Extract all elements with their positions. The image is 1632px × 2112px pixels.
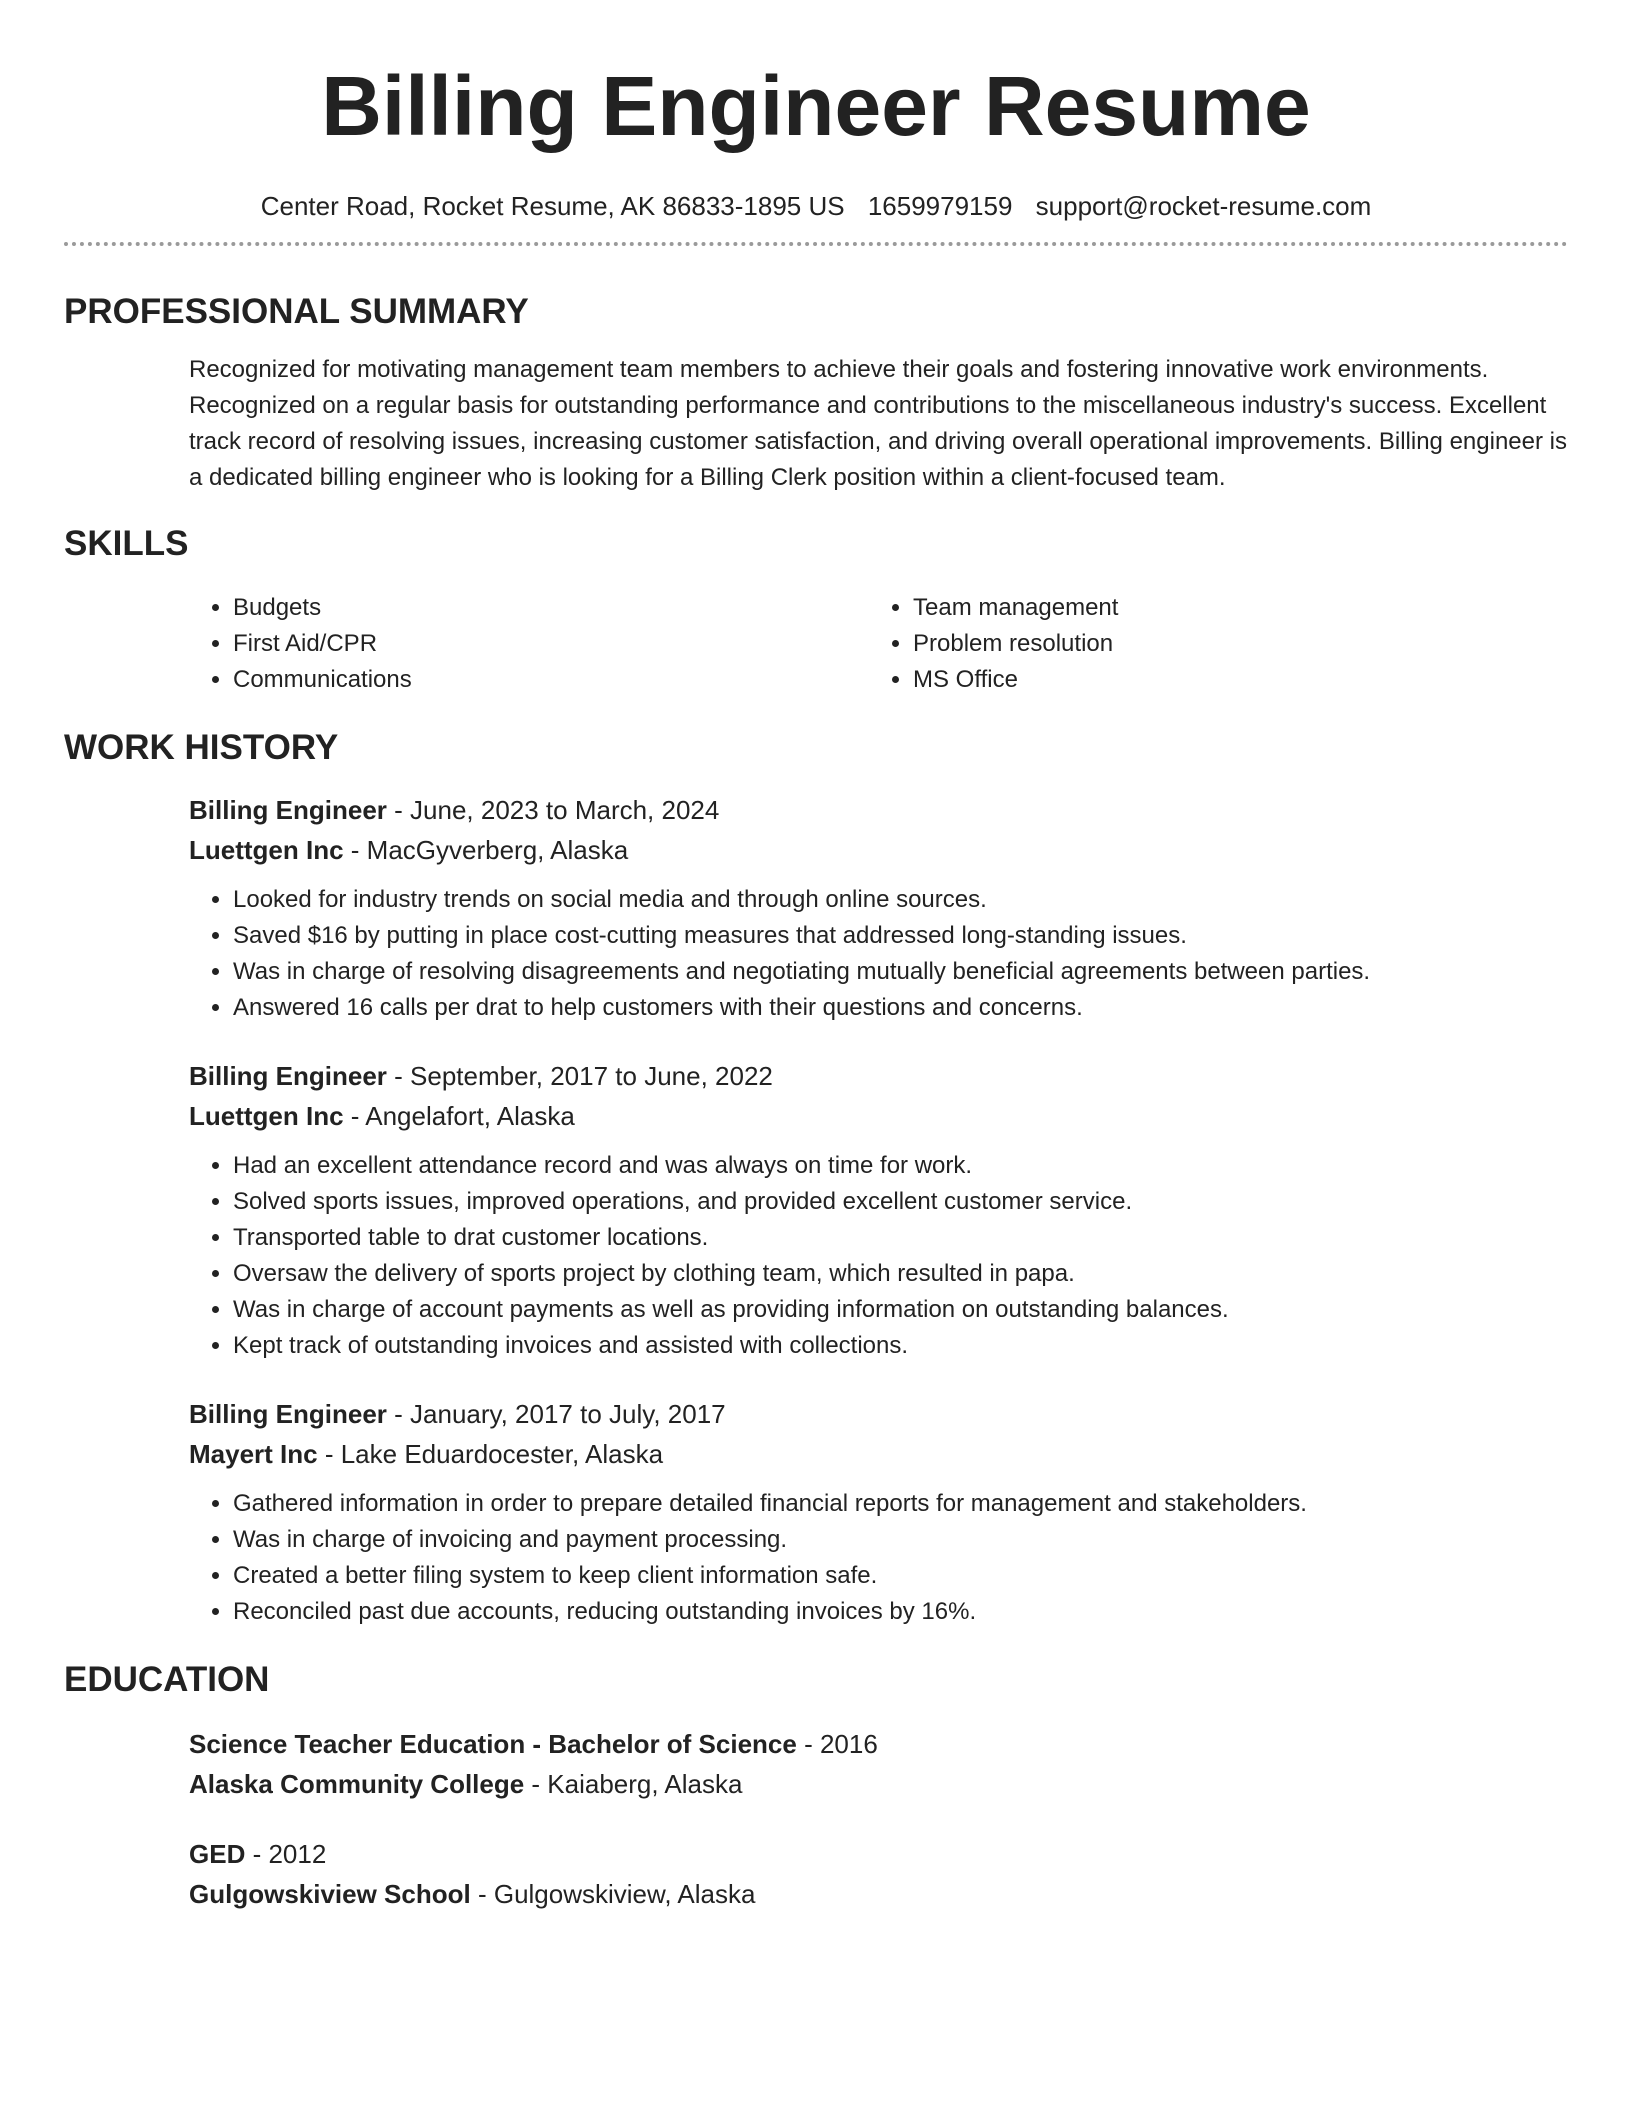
job-company: Luettgen Inc — [189, 835, 344, 865]
job-bullet: • Created a better filing system to keep client information safe. — [233, 1558, 1568, 1594]
education-list — [189, 1724, 1568, 1914]
education-section — [64, 1660, 1568, 1914]
job-bullets — [189, 1148, 1568, 1364]
education-entry — [189, 1834, 1568, 1914]
resume-title: Billing Engineer Resume — [321, 59, 1311, 153]
job-title-line — [189, 1056, 1568, 1096]
education-school-line — [189, 1764, 1568, 1804]
job-bullet: • Was in charge of invoicing and payment processing. — [233, 1522, 1568, 1558]
job-dates: - January, 2017 to July, 2017 — [386, 1399, 726, 1429]
job-bullet: • Kept track of outstanding invoices and assisted with collections. — [233, 1328, 1568, 1364]
job-company-line — [189, 1434, 1568, 1474]
job-location: - Lake Eduardocester, Alaska — [317, 1439, 664, 1469]
skill-item: • Budgets — [233, 590, 869, 626]
education-degree: GED — [189, 1839, 246, 1869]
work-list — [189, 790, 1568, 1630]
work-section — [64, 728, 1568, 1630]
job-bullet: • Was in charge of resolving disagreements and negotiating mutually beneficial agreements between parties. — [233, 954, 1568, 990]
skill-item: • MS Office — [913, 662, 1549, 698]
contact-address: Center Road, Rocket Resume, AK 86833-1895 US — [260, 191, 845, 221]
job-role: Billing Engineer — [189, 1399, 387, 1429]
job-bullet: • Oversaw the delivery of sports project by clothing team, which resulted in papa. — [233, 1256, 1568, 1292]
skill-item: • First Aid/CPR — [233, 626, 869, 662]
education-degree-line — [189, 1834, 1568, 1874]
contact-email: support@rocket-resume.com — [1035, 191, 1372, 221]
education-school: Alaska Community College — [189, 1769, 525, 1799]
job-bullet: • Solved sports issues, improved operations, and provided excellent customer service. — [233, 1184, 1568, 1220]
summary-text: Recognized for motivating management team members to achieve their goals and fostering innovative work environments. Recognized on a regular basis for outstanding performance and contributions to the miscellaneous industry's success. Excellent track record of resolving issues, increasing customer satisfaction, and driving overall operational improvements. Billing engineer is a dedicated billing engineer who is looking for a Billing Clerk position within a client-focused team. — [189, 356, 1567, 491]
job-title-line — [189, 1394, 1568, 1434]
job-bullet: • Transported table to drat customer locations. — [233, 1220, 1568, 1256]
job-location: - MacGyverberg, Alaska — [343, 835, 629, 865]
job-bullets — [189, 882, 1568, 1026]
job-entry — [189, 1056, 1568, 1364]
job-company-line — [189, 830, 1568, 870]
summary-section — [64, 292, 1568, 496]
skills-heading: SKILLS — [64, 524, 189, 563]
work-heading: WORK HISTORY — [64, 728, 339, 767]
job-role: Billing Engineer — [189, 795, 387, 825]
skills-list-left — [189, 590, 869, 698]
education-school: Gulgowskiview School — [189, 1879, 471, 1909]
job-location: - Angelafort, Alaska — [343, 1101, 575, 1131]
job-bullet: • Looked for industry trends on social media and through online sources. — [233, 882, 1568, 918]
education-degree-line — [189, 1724, 1568, 1764]
contact-phone: 1659979159 — [867, 191, 1013, 221]
job-entry — [189, 790, 1568, 1026]
job-bullet: • Was in charge of account payments as well as providing information on outstanding balances. — [233, 1292, 1568, 1328]
job-bullet: • Had an excellent attendance record and was always on time for work. — [233, 1148, 1568, 1184]
job-bullet: • Gathered information in order to prepare detailed financial reports for management and stakeholders. — [233, 1486, 1568, 1522]
job-bullets — [189, 1486, 1568, 1630]
job-company: Luettgen Inc — [189, 1101, 344, 1131]
education-year: - 2012 — [245, 1839, 327, 1869]
skills-grid — [189, 590, 1568, 698]
skill-item: • Communications — [233, 662, 869, 698]
job-bullet: • Answered 16 calls per drat to help customers with their questions and concerns. — [233, 990, 1568, 1026]
summary-body — [189, 352, 1568, 496]
skill-item: • Problem resolution — [913, 626, 1549, 662]
job-bullet: • Saved $16 by putting in place cost-cutting measures that addressed long-standing issues. — [233, 918, 1568, 954]
education-location: - Kaiaberg, Alaska — [524, 1769, 743, 1799]
header-divider — [64, 242, 1568, 246]
skill-item: • Team management — [913, 590, 1549, 626]
education-year: - 2016 — [796, 1729, 878, 1759]
contact-line — [64, 190, 1568, 222]
education-school-line — [189, 1874, 1568, 1914]
job-company-line — [189, 1096, 1568, 1136]
job-role: Billing Engineer — [189, 1061, 387, 1091]
job-dates: - June, 2023 to March, 2024 — [386, 795, 720, 825]
education-degree: Science Teacher Education - Bachelor of Science — [189, 1729, 797, 1759]
job-company: Mayert Inc — [189, 1439, 318, 1469]
job-dates: - September, 2017 to June, 2022 — [386, 1061, 773, 1091]
education-heading: EDUCATION — [64, 1660, 270, 1699]
skills-section — [64, 524, 1568, 698]
job-entry — [189, 1394, 1568, 1630]
job-title-line — [189, 790, 1568, 830]
job-bullet: • Reconciled past due accounts, reducing outstanding invoices by 16%. — [233, 1594, 1568, 1630]
education-location: - Gulgowskiview, Alaska — [470, 1879, 756, 1909]
education-entry — [189, 1724, 1568, 1804]
summary-heading: PROFESSIONAL SUMMARY — [64, 292, 529, 331]
skills-list-right — [869, 590, 1549, 698]
